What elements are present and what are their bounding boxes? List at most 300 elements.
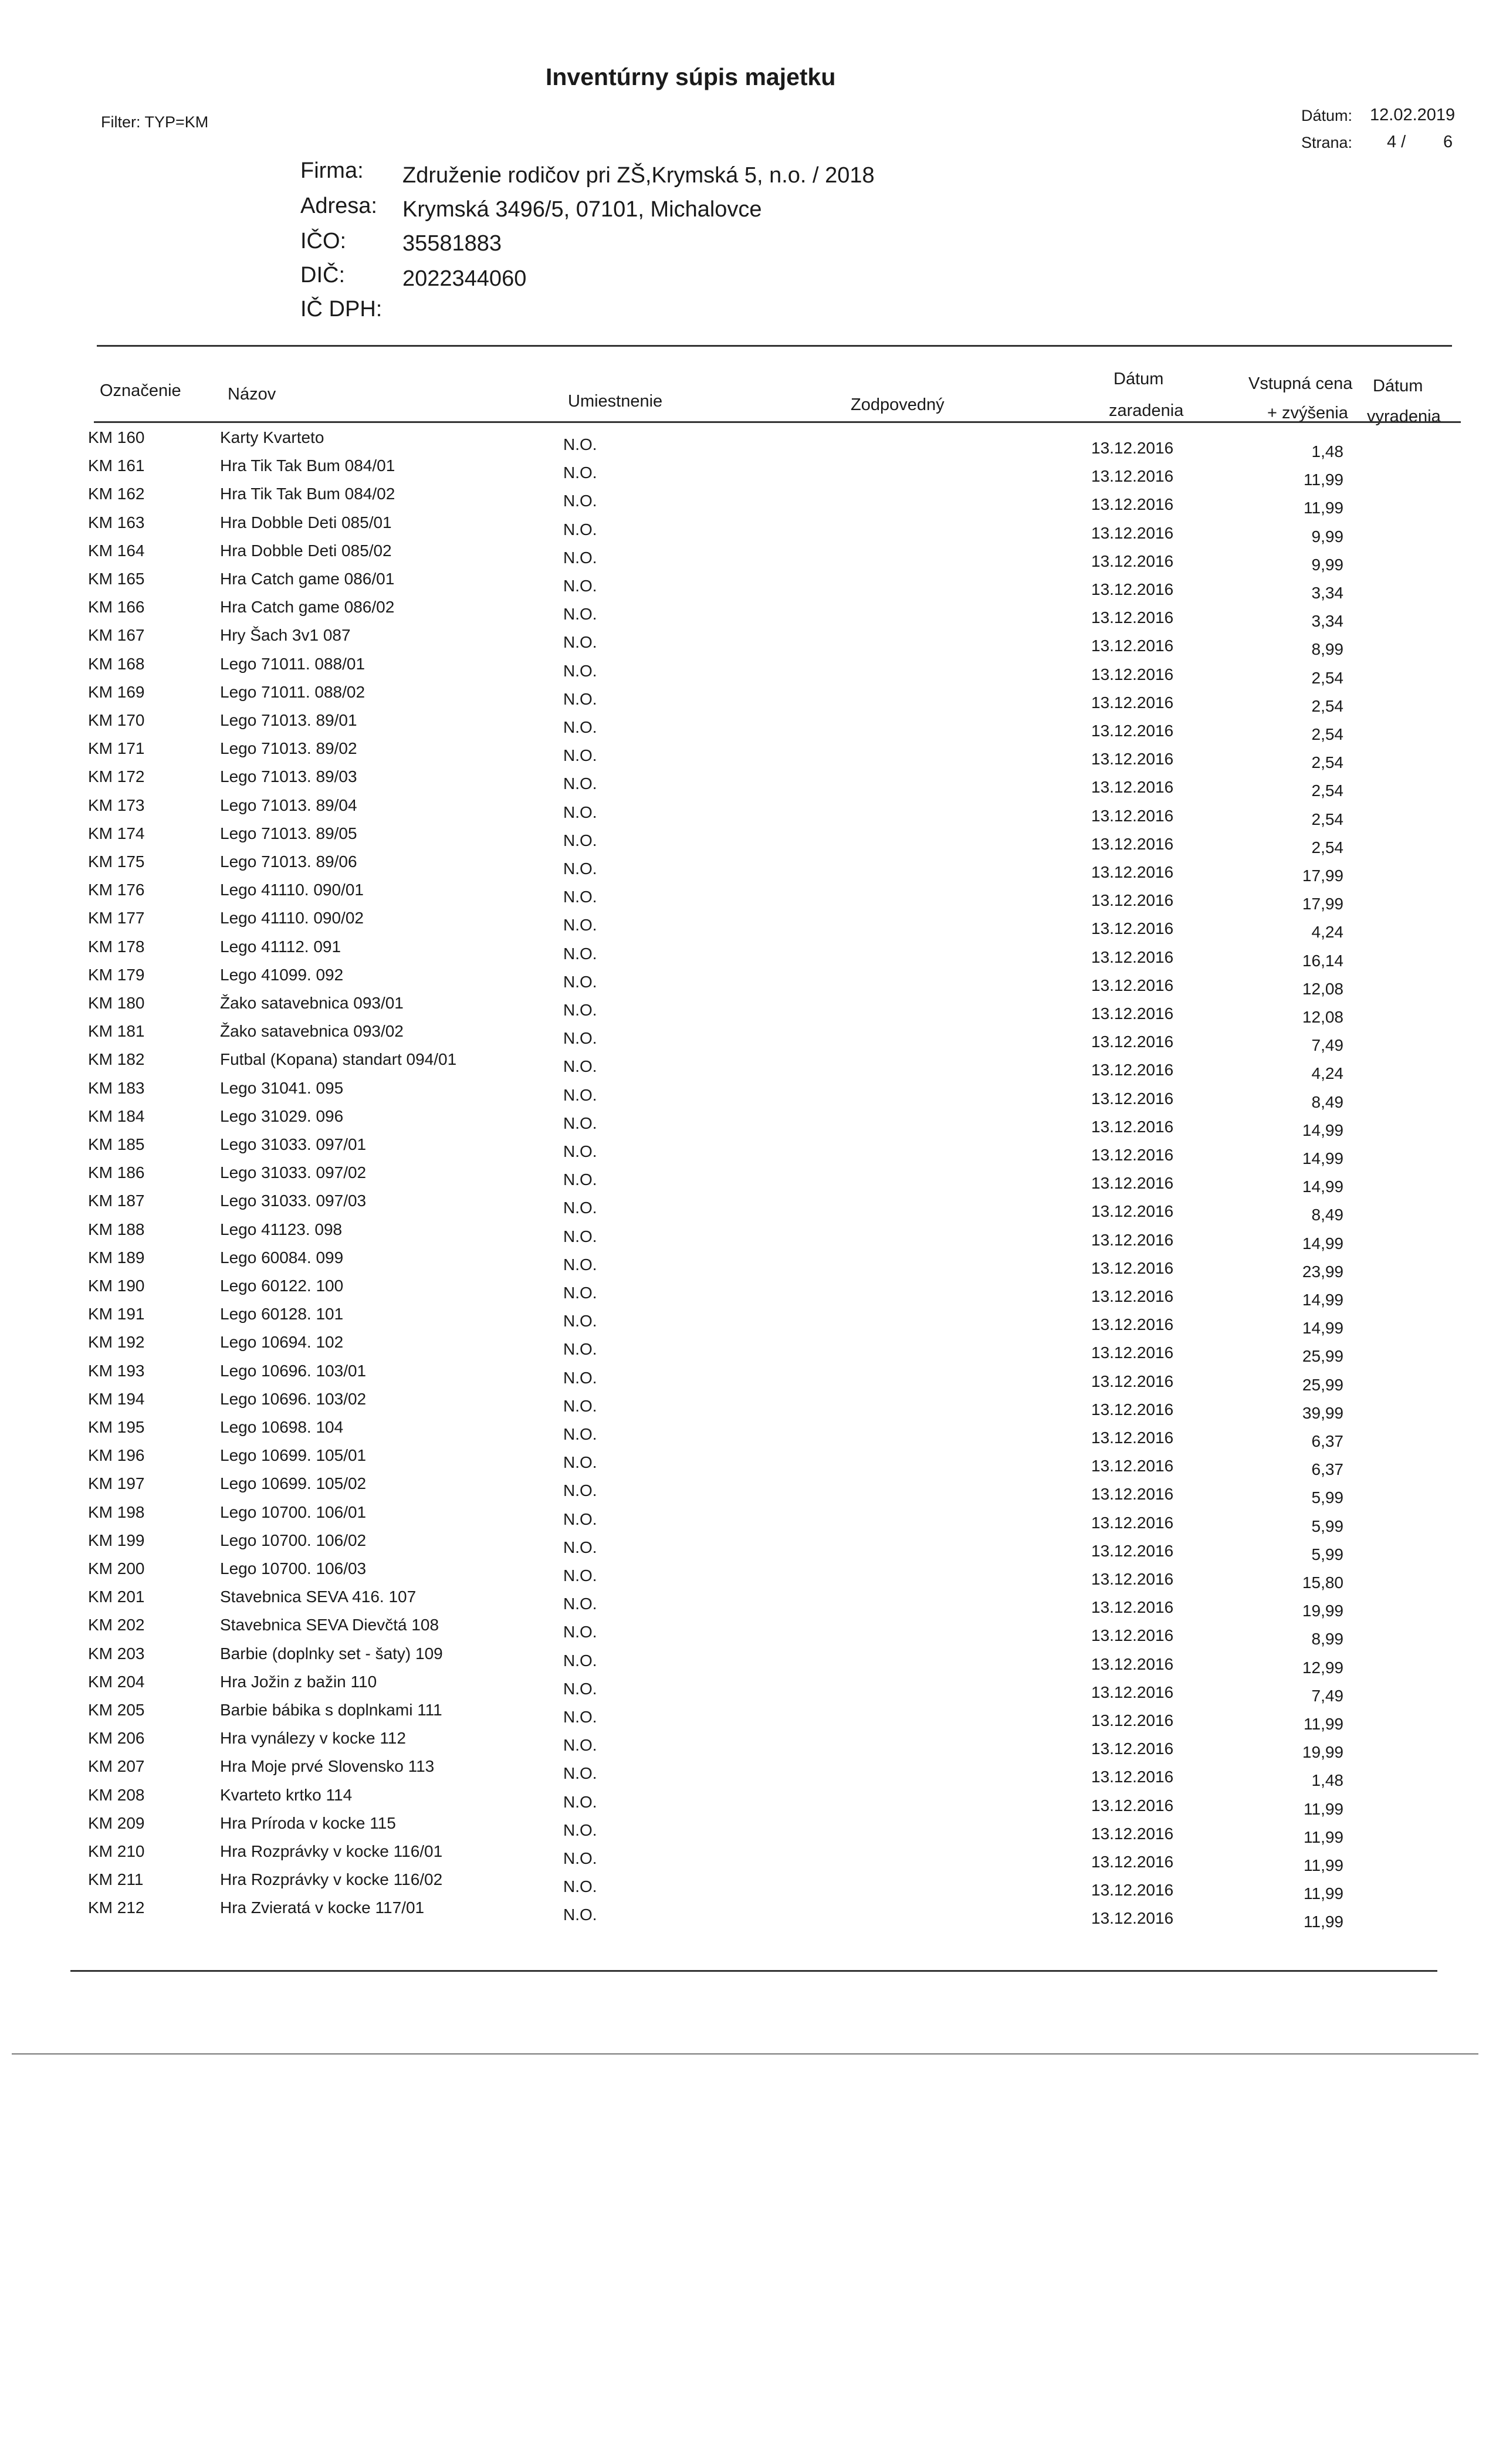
row-name: Lego 71013. 89/04 xyxy=(220,796,357,814)
row-location: N.O. xyxy=(563,774,597,793)
row-name: Lego 41112. 091 xyxy=(220,937,341,956)
col-header-disposal-top: Dátum xyxy=(1373,377,1423,395)
row-location: N.O. xyxy=(563,1001,597,1019)
row-location: N.O. xyxy=(563,1425,597,1443)
row-date: 13.12.2016 xyxy=(1091,947,1174,966)
table-row xyxy=(0,711,1496,743)
row-date: 13.12.2016 xyxy=(1091,1174,1174,1193)
table-row xyxy=(0,1588,1496,1620)
row-code: KM 177 xyxy=(88,909,145,928)
row-code: KM 202 xyxy=(88,1616,145,1634)
row-price: 15,80 xyxy=(1302,1573,1343,1592)
row-price: 11,99 xyxy=(1304,1715,1343,1733)
row-date: 13.12.2016 xyxy=(1091,1768,1174,1786)
row-location: N.O. xyxy=(563,1566,597,1585)
row-price: 7,49 xyxy=(1311,1036,1343,1055)
row-location: N.O. xyxy=(563,1312,597,1331)
row-code: KM 189 xyxy=(88,1248,145,1267)
col-header-price-top: Vstupná cena xyxy=(1248,374,1353,393)
row-code: KM 208 xyxy=(88,1785,145,1804)
row-location: N.O. xyxy=(563,1820,597,1839)
row-date: 13.12.2016 xyxy=(1091,1485,1174,1504)
row-price: 14,99 xyxy=(1302,1319,1343,1338)
row-price: 19,99 xyxy=(1302,1743,1343,1762)
row-date: 13.12.2016 xyxy=(1091,750,1174,769)
table-row xyxy=(0,937,1496,970)
table-row xyxy=(0,654,1496,687)
col-header-code: Označenie xyxy=(100,381,181,400)
row-price: 11,99 xyxy=(1304,1856,1343,1874)
row-location: N.O. xyxy=(563,1679,597,1698)
row-price: 16,14 xyxy=(1302,951,1343,970)
row-location: N.O. xyxy=(563,1199,597,1217)
table-row xyxy=(0,1729,1496,1762)
row-location: N.O. xyxy=(563,803,597,821)
page-label: Strana: xyxy=(1301,134,1352,151)
row-date: 13.12.2016 xyxy=(1091,1202,1174,1221)
row-location: N.O. xyxy=(563,492,597,510)
row-price: 14,99 xyxy=(1302,1291,1343,1309)
table-row xyxy=(0,1022,1496,1055)
row-date: 13.12.2016 xyxy=(1091,976,1174,994)
table-row xyxy=(0,796,1496,828)
row-date: 13.12.2016 xyxy=(1091,1033,1174,1051)
row-price: 8,99 xyxy=(1311,1630,1343,1649)
row-price: 4,24 xyxy=(1311,923,1343,942)
row-date: 13.12.2016 xyxy=(1091,891,1174,910)
row-code: KM 197 xyxy=(88,1474,145,1493)
header-bottom-rule xyxy=(94,421,1461,423)
row-date: 13.12.2016 xyxy=(1091,778,1174,797)
row-code: KM 183 xyxy=(88,1078,145,1097)
table-row xyxy=(0,1163,1496,1196)
row-date: 13.12.2016 xyxy=(1091,1570,1174,1588)
table-row xyxy=(0,1277,1496,1309)
row-code: KM 166 xyxy=(88,598,145,617)
row-price: 39,99 xyxy=(1302,1403,1343,1422)
row-code: KM 167 xyxy=(88,626,145,645)
icdph-label: IČ DPH: xyxy=(300,297,383,321)
row-location: N.O. xyxy=(563,1651,597,1670)
row-name: Hra vynálezy v kocke 112 xyxy=(220,1729,406,1748)
row-name: Lego 41110. 090/01 xyxy=(220,881,364,899)
row-price: 14,99 xyxy=(1302,1121,1343,1139)
row-date: 13.12.2016 xyxy=(1091,1117,1174,1136)
row-name: Hra Rozprávky v kocke 116/01 xyxy=(220,1842,443,1860)
scan-divider-line xyxy=(12,2053,1478,2055)
row-code: KM 205 xyxy=(88,1701,145,1719)
ico-label: IČO: xyxy=(300,229,347,253)
row-location: N.O. xyxy=(563,1538,597,1556)
row-date: 13.12.2016 xyxy=(1091,1881,1174,1900)
row-location: N.O. xyxy=(563,746,597,765)
row-date: 13.12.2016 xyxy=(1091,1400,1174,1419)
table-row xyxy=(0,739,1496,772)
row-location: N.O. xyxy=(563,689,597,708)
table-row xyxy=(0,485,1496,517)
row-code: KM 210 xyxy=(88,1842,145,1860)
row-name: Lego 41110. 090/02 xyxy=(220,909,364,928)
col-header-disposal-bottom: vyradenia xyxy=(1367,407,1441,426)
row-name: Lego 31033. 097/03 xyxy=(220,1192,367,1210)
table-row xyxy=(0,1644,1496,1677)
row-name: Lego 71013. 89/06 xyxy=(220,852,357,871)
row-price: 23,99 xyxy=(1302,1262,1343,1281)
row-name: Hra Catch game 086/02 xyxy=(220,598,395,617)
row-price: 3,34 xyxy=(1311,612,1343,631)
row-name: Barbie bábika s doplnkami 111 xyxy=(220,1701,442,1719)
row-price: 9,99 xyxy=(1311,555,1343,574)
row-price: 14,99 xyxy=(1302,1149,1343,1167)
table-row xyxy=(0,852,1496,885)
row-code: KM 209 xyxy=(88,1813,145,1832)
row-location: N.O. xyxy=(563,1227,597,1245)
row-location: N.O. xyxy=(563,1142,597,1160)
table-row xyxy=(0,626,1496,659)
row-date: 13.12.2016 xyxy=(1091,665,1174,683)
row-price: 6,37 xyxy=(1311,1460,1343,1479)
row-name: Hra Moje prvé Slovensko 113 xyxy=(220,1757,435,1776)
row-price: 25,99 xyxy=(1302,1347,1343,1366)
row-name: Lego 71013. 89/05 xyxy=(220,824,357,842)
row-date: 13.12.2016 xyxy=(1091,467,1174,486)
table-row xyxy=(0,1616,1496,1649)
row-location: N.O. xyxy=(563,520,597,539)
row-price: 2,54 xyxy=(1311,781,1343,800)
row-code: KM 163 xyxy=(88,513,145,532)
row-name: Lego 31033. 097/02 xyxy=(220,1163,367,1182)
row-location: N.O. xyxy=(563,944,597,963)
col-header-price-bottom: + zvýšenia xyxy=(1267,404,1348,422)
row-date: 13.12.2016 xyxy=(1091,1598,1174,1617)
row-location: N.O. xyxy=(563,1877,597,1896)
row-date: 13.12.2016 xyxy=(1091,1230,1174,1249)
col-header-location: Umiestnenie xyxy=(568,392,663,411)
row-name: Hra Príroda v kocke 115 xyxy=(220,1813,396,1832)
row-price: 5,99 xyxy=(1311,1488,1343,1507)
table-row xyxy=(0,682,1496,715)
table-row xyxy=(0,456,1496,489)
row-name: Žako satavebnica 093/02 xyxy=(220,1022,404,1041)
row-code: KM 206 xyxy=(88,1729,145,1748)
row-name: Hra Jožin z bažin 110 xyxy=(220,1672,377,1691)
row-price: 7,49 xyxy=(1311,1686,1343,1705)
row-code: KM 201 xyxy=(88,1588,145,1606)
row-location: N.O. xyxy=(563,916,597,935)
row-price: 12,99 xyxy=(1302,1658,1343,1677)
row-location: N.O. xyxy=(563,1085,597,1104)
filter-label: Filter: TYP=KM xyxy=(101,113,209,131)
col-header-name: Názov xyxy=(228,385,276,404)
dic-label: DIČ: xyxy=(300,263,345,287)
row-date: 13.12.2016 xyxy=(1091,1711,1174,1729)
row-price: 1,48 xyxy=(1311,442,1343,461)
row-date: 13.12.2016 xyxy=(1091,1824,1174,1843)
row-date: 13.12.2016 xyxy=(1091,1541,1174,1560)
col-header-responsible: Zodpovedný xyxy=(851,395,945,414)
row-date: 13.12.2016 xyxy=(1091,1287,1174,1305)
row-price: 6,37 xyxy=(1311,1432,1343,1450)
row-code: KM 173 xyxy=(88,796,145,814)
row-code: KM 186 xyxy=(88,1163,145,1182)
table-row xyxy=(0,598,1496,631)
row-location: N.O. xyxy=(563,1453,597,1472)
row-name: Lego 31033. 097/01 xyxy=(220,1135,367,1153)
row-code: KM 212 xyxy=(88,1898,145,1917)
row-name: Hra Catch game 086/01 xyxy=(220,570,395,588)
page-value: 4 / xyxy=(1387,133,1406,151)
row-name: Lego 10699. 105/01 xyxy=(220,1446,367,1465)
row-name: Lego 31041. 095 xyxy=(220,1078,344,1097)
table-row xyxy=(0,428,1496,461)
row-price: 2,54 xyxy=(1311,725,1343,743)
row-date: 13.12.2016 xyxy=(1091,1739,1174,1758)
row-price: 14,99 xyxy=(1302,1177,1343,1196)
row-location: N.O. xyxy=(563,1708,597,1726)
row-location: N.O. xyxy=(563,831,597,849)
row-code: KM 195 xyxy=(88,1418,145,1436)
row-location: N.O. xyxy=(563,435,597,453)
row-name: Lego 71011. 088/02 xyxy=(220,682,365,701)
table-row xyxy=(0,1813,1496,1846)
row-location: N.O. xyxy=(563,888,597,906)
table-row xyxy=(0,1248,1496,1281)
row-date: 13.12.2016 xyxy=(1091,1429,1174,1447)
row-location: N.O. xyxy=(563,1170,597,1189)
row-location: N.O. xyxy=(563,1849,597,1867)
row-code: KM 174 xyxy=(88,824,145,842)
row-date: 13.12.2016 xyxy=(1091,1089,1174,1108)
row-date: 13.12.2016 xyxy=(1091,637,1174,655)
row-date: 13.12.2016 xyxy=(1091,1513,1174,1532)
row-code: KM 164 xyxy=(88,541,145,560)
row-name: Hra Dobble Deti 085/01 xyxy=(220,513,392,532)
row-location: N.O. xyxy=(563,1595,597,1613)
row-location: N.O. xyxy=(563,1255,597,1274)
header-top-rule xyxy=(97,345,1452,347)
table-end-rule xyxy=(70,1970,1437,1972)
row-name: Žako satavebnica 093/01 xyxy=(220,994,404,1012)
table-row xyxy=(0,1757,1496,1790)
row-price: 11,99 xyxy=(1304,1913,1343,1931)
row-date: 13.12.2016 xyxy=(1091,551,1174,570)
row-location: N.O. xyxy=(563,1340,597,1359)
firm-value: Združenie rodičov pri ZŠ,Krymská 5, n.o. / 2018 xyxy=(402,163,875,188)
row-location: N.O. xyxy=(563,1029,597,1048)
row-price: 11,99 xyxy=(1304,1884,1343,1903)
row-date: 13.12.2016 xyxy=(1091,439,1174,457)
row-name: Lego 10698. 104 xyxy=(220,1418,344,1436)
col-header-date-top: Dátum xyxy=(1113,370,1164,388)
table-row xyxy=(0,881,1496,913)
row-price: 3,34 xyxy=(1311,584,1343,602)
table-row xyxy=(0,1192,1496,1224)
row-price: 5,99 xyxy=(1311,1517,1343,1535)
row-date: 13.12.2016 xyxy=(1091,1909,1174,1928)
row-date: 13.12.2016 xyxy=(1091,1457,1174,1475)
row-code: KM 175 xyxy=(88,852,145,871)
row-date: 13.12.2016 xyxy=(1091,863,1174,881)
row-date: 13.12.2016 xyxy=(1091,495,1174,514)
row-location: N.O. xyxy=(563,661,597,680)
row-date: 13.12.2016 xyxy=(1091,1626,1174,1645)
table-row xyxy=(0,824,1496,857)
row-price: 12,08 xyxy=(1302,979,1343,998)
row-name: Futbal (Kopana) standart 094/01 xyxy=(220,1050,457,1069)
table-row xyxy=(0,1078,1496,1111)
table-row xyxy=(0,1050,1496,1083)
row-code: KM 211 xyxy=(88,1870,144,1889)
row-date: 13.12.2016 xyxy=(1091,722,1174,740)
table-row xyxy=(0,767,1496,800)
row-location: N.O. xyxy=(563,718,597,736)
row-name: Lego 71013. 89/01 xyxy=(220,711,357,729)
row-price: 17,99 xyxy=(1302,867,1343,885)
row-code: KM 185 xyxy=(88,1135,145,1153)
table-row xyxy=(0,1389,1496,1422)
row-date: 13.12.2016 xyxy=(1091,1004,1174,1023)
row-code: KM 193 xyxy=(88,1361,145,1380)
row-date: 13.12.2016 xyxy=(1091,806,1174,825)
table-row xyxy=(0,1559,1496,1592)
row-date: 13.12.2016 xyxy=(1091,1654,1174,1673)
row-price: 2,54 xyxy=(1311,838,1343,857)
row-location: N.O. xyxy=(563,1368,597,1387)
row-name: Lego 10696. 103/01 xyxy=(220,1361,367,1380)
row-code: KM 182 xyxy=(88,1050,145,1069)
row-price: 11,99 xyxy=(1304,1827,1343,1846)
row-price: 11,99 xyxy=(1304,499,1343,517)
row-location: N.O. xyxy=(563,548,597,567)
row-code: KM 165 xyxy=(88,570,145,588)
row-code: KM 162 xyxy=(88,485,145,503)
row-location: N.O. xyxy=(563,1623,597,1641)
dic-value: 2022344060 xyxy=(402,266,527,291)
row-name: Kvarteto krtko 114 xyxy=(220,1785,353,1804)
row-price: 1,48 xyxy=(1311,1771,1343,1790)
table-row xyxy=(0,1531,1496,1563)
row-location: N.O. xyxy=(563,1057,597,1076)
row-location: N.O. xyxy=(563,463,597,482)
table-row xyxy=(0,1502,1496,1535)
row-price: 2,54 xyxy=(1311,668,1343,687)
row-date: 13.12.2016 xyxy=(1091,580,1174,598)
col-header-date-bottom: zaradenia xyxy=(1109,401,1184,420)
table-row xyxy=(0,1672,1496,1705)
row-code: KM 168 xyxy=(88,654,145,673)
row-code: KM 176 xyxy=(88,881,145,899)
row-location: N.O. xyxy=(563,1905,597,1924)
row-name: Hry Šach 3v1 087 xyxy=(220,626,351,645)
row-name: Barbie (doplnky set - šaty) 109 xyxy=(220,1644,443,1663)
row-name: Lego 60122. 100 xyxy=(220,1277,344,1295)
row-price: 17,99 xyxy=(1302,895,1343,913)
table-row xyxy=(0,1333,1496,1366)
row-date: 13.12.2016 xyxy=(1091,1683,1174,1701)
row-code: KM 199 xyxy=(88,1531,145,1549)
row-date: 13.12.2016 xyxy=(1091,523,1174,542)
row-date: 13.12.2016 xyxy=(1091,1796,1174,1815)
table-row xyxy=(0,1898,1496,1931)
date-label: Dátum: xyxy=(1301,107,1352,124)
row-name: Hra Rozprávky v kocke 116/02 xyxy=(220,1870,443,1889)
row-name: Lego 41099. 092 xyxy=(220,965,344,984)
row-code: KM 200 xyxy=(88,1559,145,1578)
row-price: 14,99 xyxy=(1302,1234,1343,1253)
table-row xyxy=(0,1305,1496,1338)
row-date: 13.12.2016 xyxy=(1091,1315,1174,1334)
row-name: Hra Tik Tak Bum 084/02 xyxy=(220,485,395,503)
row-price: 11,99 xyxy=(1304,1799,1343,1818)
row-code: KM 203 xyxy=(88,1644,145,1663)
row-code: KM 181 xyxy=(88,1022,145,1041)
row-date: 13.12.2016 xyxy=(1091,1853,1174,1871)
table-row xyxy=(0,1220,1496,1253)
row-name: Stavebnica SEVA 416. 107 xyxy=(220,1588,417,1606)
row-code: KM 191 xyxy=(88,1305,145,1324)
row-code: KM 180 xyxy=(88,994,145,1012)
row-code: KM 187 xyxy=(88,1192,145,1210)
row-date: 13.12.2016 xyxy=(1091,1372,1174,1390)
firm-label: Firma: xyxy=(300,158,364,183)
row-price: 11,99 xyxy=(1304,471,1343,489)
row-location: N.O. xyxy=(563,972,597,991)
row-date: 13.12.2016 xyxy=(1091,693,1174,712)
row-code: KM 188 xyxy=(88,1220,145,1238)
row-code: KM 184 xyxy=(88,1106,145,1125)
row-name: Lego 71013. 89/03 xyxy=(220,767,357,786)
row-code: KM 192 xyxy=(88,1333,145,1352)
row-price: 2,54 xyxy=(1311,753,1343,772)
row-location: N.O. xyxy=(563,1764,597,1783)
row-price: 8,49 xyxy=(1311,1206,1343,1224)
row-price: 8,49 xyxy=(1311,1092,1343,1111)
table-row xyxy=(0,570,1496,602)
table-row xyxy=(0,1842,1496,1874)
row-price: 4,24 xyxy=(1311,1064,1343,1083)
row-code: KM 170 xyxy=(88,711,145,729)
row-price: 5,99 xyxy=(1311,1545,1343,1563)
row-name: Lego 71011. 088/01 xyxy=(220,654,365,673)
document-title: Inventúrny súpis majetku xyxy=(546,63,836,90)
table-row xyxy=(0,1785,1496,1818)
row-code: KM 198 xyxy=(88,1502,145,1521)
row-date: 13.12.2016 xyxy=(1091,1258,1174,1277)
row-name: Lego 60128. 101 xyxy=(220,1305,344,1324)
row-code: KM 161 xyxy=(88,456,145,475)
row-price: 12,08 xyxy=(1302,1008,1343,1026)
row-location: N.O. xyxy=(563,1481,597,1500)
row-code: KM 178 xyxy=(88,937,145,956)
row-date: 13.12.2016 xyxy=(1091,1061,1174,1079)
table-row xyxy=(0,909,1496,942)
row-price: 2,54 xyxy=(1311,696,1343,715)
row-name: Karty Kvarteto xyxy=(220,428,324,446)
row-name: Hra Tik Tak Bum 084/01 xyxy=(220,456,395,475)
row-price: 25,99 xyxy=(1302,1375,1343,1394)
row-code: KM 171 xyxy=(88,739,145,758)
row-code: KM 194 xyxy=(88,1389,145,1408)
table-row xyxy=(0,1446,1496,1479)
table-row xyxy=(0,965,1496,998)
row-location: N.O. xyxy=(563,859,597,878)
row-name: Lego 60084. 099 xyxy=(220,1248,344,1267)
row-name: Lego 10700. 106/03 xyxy=(220,1559,367,1578)
ico-value: 35581883 xyxy=(402,231,502,256)
row-location: N.O. xyxy=(563,633,597,652)
row-date: 13.12.2016 xyxy=(1091,834,1174,853)
row-name: Lego 31029. 096 xyxy=(220,1106,344,1125)
